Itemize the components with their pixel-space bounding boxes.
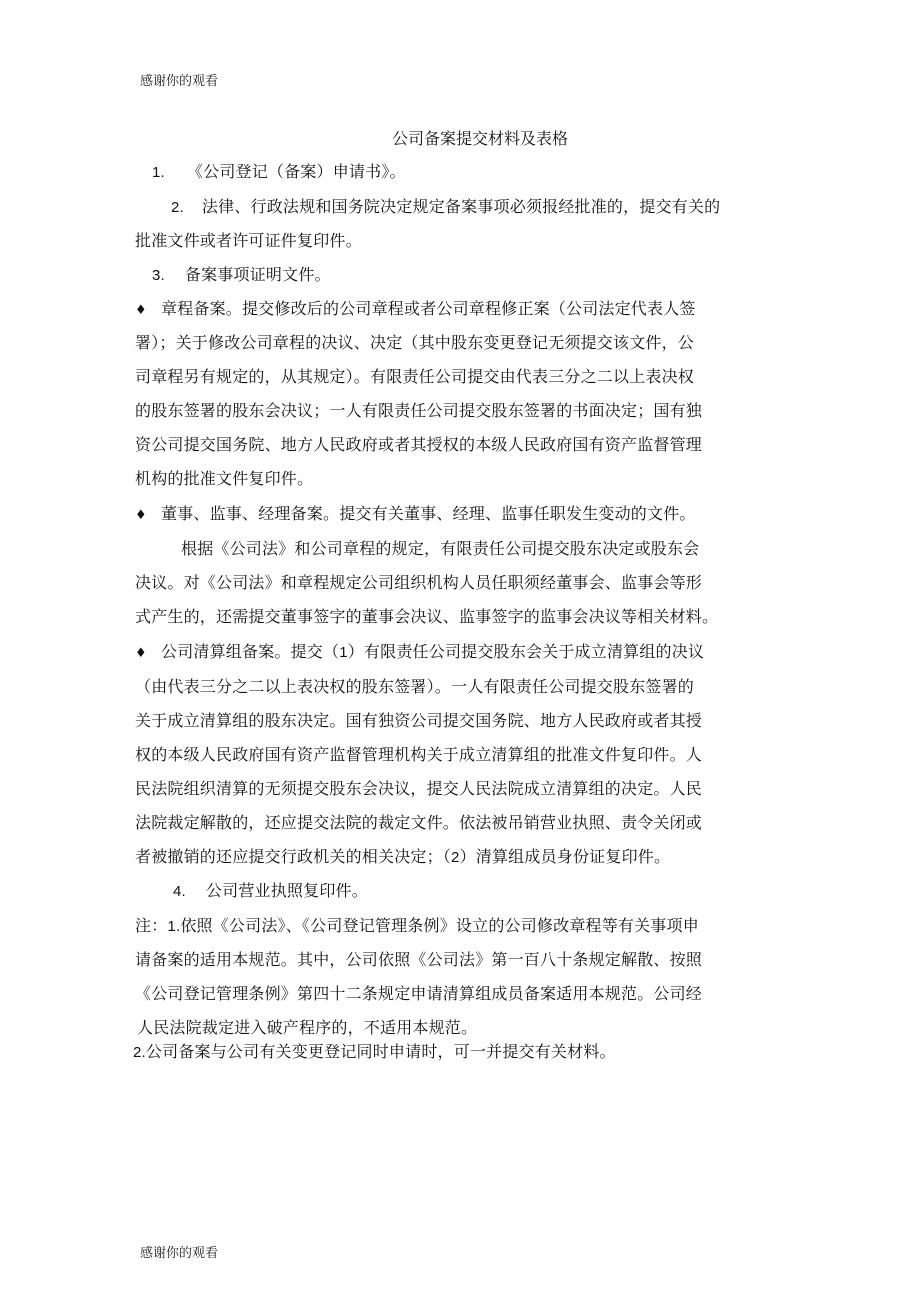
- note-num-2: 2.: [133, 1044, 146, 1061]
- bullet-3-line-3: 关于成立清算组的股东决定。国有独资公司提交国务院、地方人民政府或者其授: [135, 711, 703, 730]
- item-2-number: 2.: [171, 199, 184, 216]
- bullet-1-text: 章程备案。提交修改后的公司章程或者公司章程修正案（公司法定代表人签: [161, 299, 696, 318]
- bullet-1-line-5: 资公司提交国务院、地方人民政府或者其授权的本级人民政府国有资产监督管理: [135, 435, 703, 454]
- bullet-3-line-7-a: 者被撤销的还应提交行政机关的相关决定；（: [135, 847, 452, 866]
- note-line-1: [135, 913, 699, 936]
- bullet-2-para-line-3: 式产生的，还需提交董事签字的董事会决议、监事签字的监事会决议等相关材料。: [135, 607, 719, 626]
- bullet-3-line-5: 民法院组织清算的无须提交股东会决议，提交人民法院成立清算组的决定。人民: [135, 779, 703, 798]
- item-2-text: 法律、行政法规和国务院决定规定备案事项必须报经批准的，提交有关的: [201, 197, 721, 216]
- diamond-bullet-icon: ♦: [135, 303, 147, 318]
- bullet-2-para-line-2: 决议。对《公司法》和章程规定公司组织机构人员任职须经董事会、监事会等形: [135, 573, 703, 592]
- item-1: [152, 159, 406, 182]
- note-num-1: 1.: [167, 918, 181, 935]
- bullet-1-line-4: 的股东签署的股东会决议；一人有限责任公司提交股东签署的书面决定；国有独: [135, 401, 703, 420]
- bullet-3-text-a: 公司清算组备案。提交（: [161, 642, 340, 661]
- item-2-line-2: 批准文件或者许可证件复印件。: [135, 231, 362, 250]
- bullet-3-line-4: 权的本级人民政府国有资产监督管理机构关于成立清算组的批准文件复印件。人: [135, 745, 703, 764]
- bullet-2-text: 董事、监事、经理备案。提交有关董事、经理、监事任职发生变动的文件。: [161, 504, 696, 523]
- note-line-5: [133, 1039, 616, 1062]
- diamond-bullet-icon: ♦: [135, 508, 147, 523]
- item-1-text: 《公司登记（备案）申请书》。: [186, 162, 406, 181]
- bullet-1-line-3: 司章程另有规定的，从其规定）。有限责任公司提交由代表三分之二以上表决权: [135, 367, 695, 386]
- item-4-number: 4.: [173, 883, 186, 900]
- bullet-1-line-2: 署）；关于修改公司章程的决议、决定（其中股东变更登记无须提交该文件，公: [135, 333, 695, 352]
- item-3: [152, 262, 331, 285]
- bullet-2-para-line-1: 根据《公司法》和公司章程的规定，有限责任公司提交股东决定或股东会: [181, 539, 700, 558]
- bullet-3-text-b: ）有限责任公司提交股东会关于成立清算组的决议: [347, 642, 705, 661]
- bullet-3-line-1: [135, 639, 704, 662]
- item-1-number: 1.: [152, 164, 165, 181]
- item-2-line-1: [171, 194, 720, 217]
- item-3-number: 3.: [152, 267, 165, 284]
- bullet-3-line-6: 法院裁定解散的，还应提交法院的裁定文件。依法被吊销营业执照、责令关闭或: [135, 813, 703, 832]
- item-3-text: 备案事项证明文件。: [184, 265, 331, 284]
- item-4-text: 公司营业执照复印件。: [205, 881, 368, 900]
- footer-note: 感谢你的观看: [140, 1246, 219, 1261]
- bullet-3-num-1: 1: [339, 644, 348, 661]
- bullet-2-line-1: [135, 501, 696, 524]
- bullet-3-line-7: [135, 844, 670, 867]
- note-text-5: 公司备案与公司有关变更登记同时申请时，可一并提交有关材料。: [145, 1042, 616, 1061]
- bullet-1-line-6: 机构的批准文件复印件。: [135, 469, 314, 488]
- note-label: 注：: [135, 916, 168, 935]
- note-line-3: 《公司登记管理条例》第四十二条规定申请清算组成员备案适用本规范。公司经: [135, 984, 703, 1003]
- note-line-4: 人民法院裁定进入破产程序的，不适用本规范。: [137, 1018, 478, 1037]
- header-note: 感谢你的观看: [140, 74, 219, 89]
- bullet-3-num-2: 2: [451, 849, 460, 866]
- document-title: 公司备案提交材料及表格: [391, 129, 568, 148]
- bullet-3-line-7-b: ）清算组成员身份证复印件。: [459, 847, 671, 866]
- note-line-2: 请备案的适用本规范。其中，公司依照《公司法》第一百八十条规定解散、按照: [135, 950, 703, 969]
- bullet-3-line-2: （由代表三分之二以上表决权的股东签署）。一人有限责任公司提交股东签署的: [135, 677, 695, 696]
- item-4: [173, 878, 368, 901]
- note-text-1: 依照《公司法》、《公司登记管理条例》设立的公司修改章程等有关事项申: [180, 916, 699, 935]
- diamond-bullet-icon: ♦: [135, 646, 147, 661]
- bullet-1-line-1: [135, 296, 696, 319]
